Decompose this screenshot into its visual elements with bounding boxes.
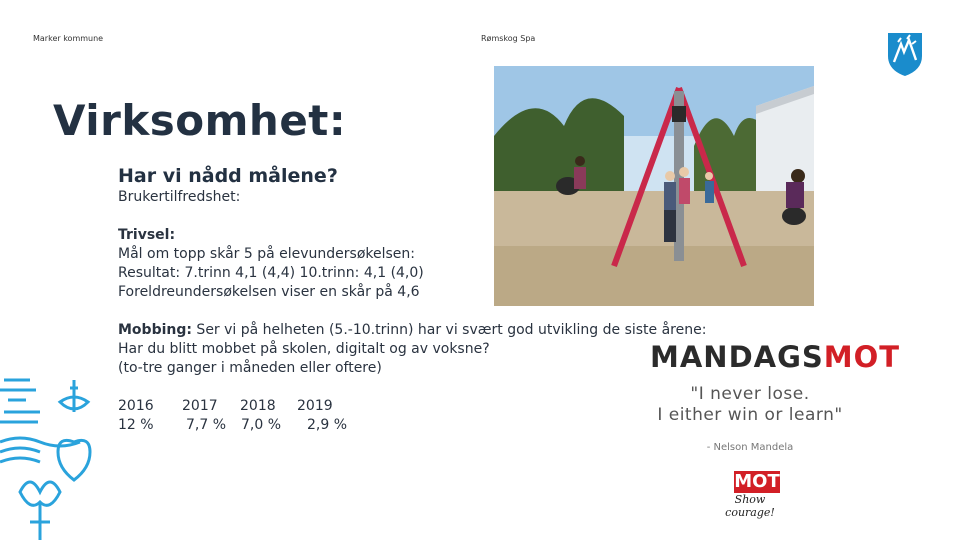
location-header: Rømskog Spa: [481, 34, 536, 43]
mot-badge-box: MOT: [734, 471, 780, 492]
mandela-quote: "I never lose. I either win or learn": [657, 384, 843, 425]
year: 2018: [240, 398, 276, 414]
wellbeing-heading: Trivsel:: [118, 227, 176, 243]
percent: 12 %: [118, 417, 154, 433]
playground-photo: [494, 66, 814, 306]
mandagsmot-logo: MANDAGSMOT: [650, 340, 901, 374]
year: 2017: [182, 398, 218, 414]
decorative-heart-icon: [0, 372, 110, 540]
page-title: Virksomhet:: [53, 96, 347, 145]
bullying-line: (to-tre ganger i måneden eller oftere): [118, 360, 382, 376]
percent: 7,7 %: [186, 417, 227, 433]
years-row: [118, 397, 663, 416]
bullying-paragraph: [118, 321, 707, 340]
municipality-crest-icon: [885, 30, 925, 78]
mandagsmot-panel: [650, 340, 901, 530]
percent: 2,9 %: [307, 417, 348, 433]
mot-badge: [720, 471, 780, 519]
year: 2016: [118, 398, 154, 414]
quote-author: - Nelson Mandela: [706, 442, 794, 453]
year: 2019: [297, 398, 333, 414]
satisfaction-label: Brukertilfredshet:: [118, 189, 241, 205]
percent-row: [118, 416, 663, 435]
municipality-header: Marker kommune: [33, 34, 104, 43]
wellbeing-line: Mål om topp skår 5 på elevundersøkelsen:: [118, 246, 416, 262]
percent: 7,0 %: [241, 417, 282, 433]
mot-badge-text: Show courage!: [725, 493, 775, 519]
subtitle: Har vi nådd målene?: [118, 165, 338, 187]
bullying-heading: Mobbing:: [118, 322, 192, 338]
wellbeing-line: Foreldreundersøkelsen viser en skår på 4,6: [118, 284, 420, 300]
wellbeing-line: Resultat: 7.trinn 4,1 (4,4) 10.trinn: 4,1 (4,0): [118, 265, 424, 281]
bullying-line: Har du blitt mobbet på skolen, digitalt og av voksne?: [118, 341, 490, 357]
bullying-text: Ser vi på helheten (5.-10.trinn) har vi svært god utvikling de siste årene:: [191, 322, 707, 338]
